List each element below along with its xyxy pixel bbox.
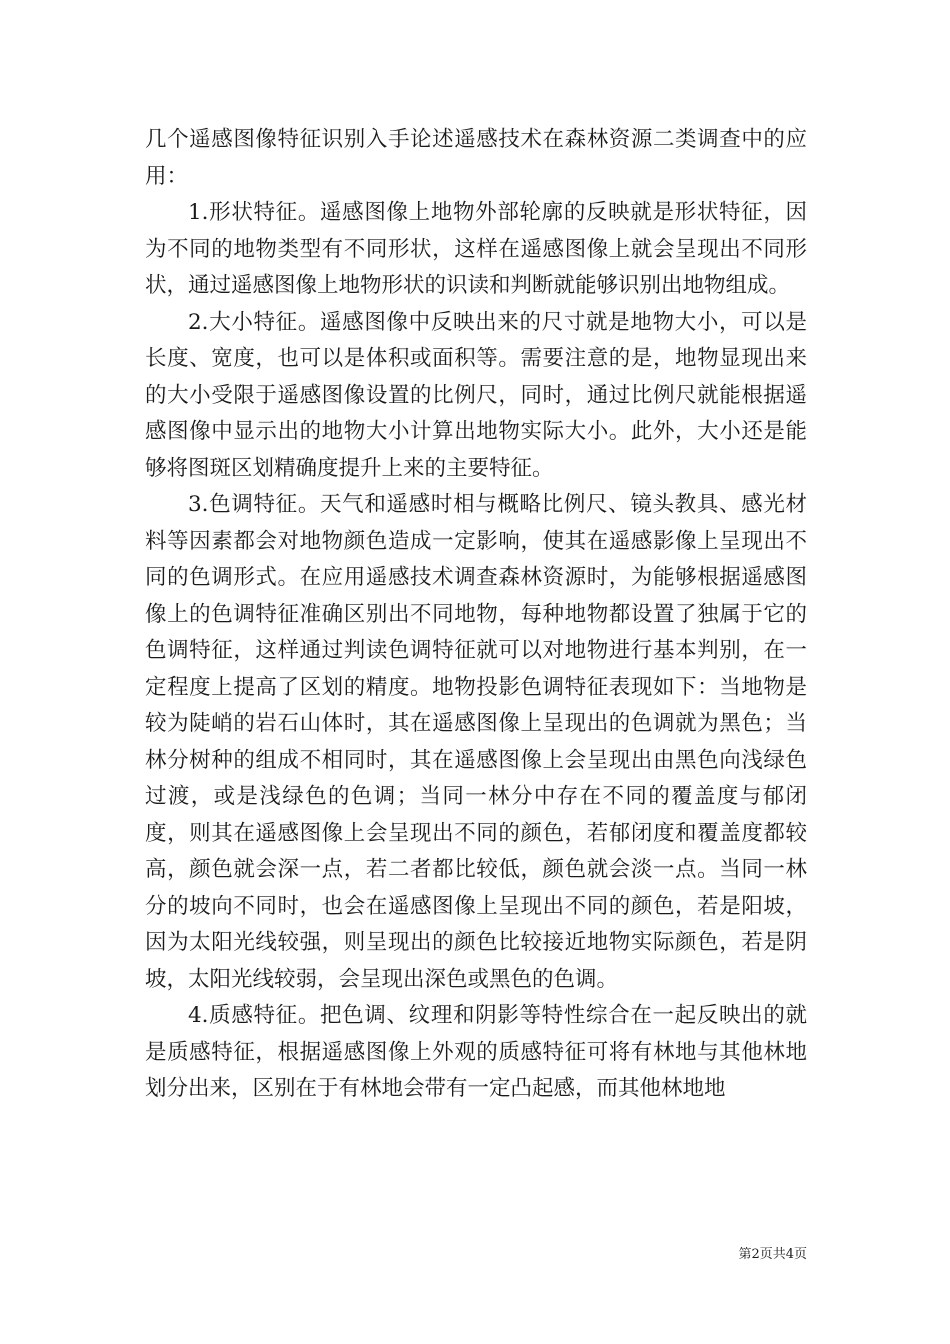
paragraph-shape-feature: 1.形状特征。遥感图像上地物外部轮廓的反映就是形状特征，因为不同的地物类型有不同形状，这样在遥感图像上就会呈现出不同形状，通过遥感图像上地物形状的识读和判断就能够识别出地物组成。 — [145, 200, 807, 298]
paragraph-texture-feature: 4.质感特征。把色调、纹理和阴影等特性综合在一起反映出的就是质感特征，根据遥感图像上外观的质感特征可将有林地与其他林地划分出来，区别在于有林地会带有一定凸起感，而其他林地地 — [145, 1003, 807, 1101]
paragraph-size-feature: 2.大小特征。遥感图像中反映出来的尺寸就是地物大小，可以是长度、宽度，也可以是体积或面积等。需要注意的是，地物显现出来的大小受限于遥感图像设置的比例尺，同时，通过比例尺就能根据遥感图像中显示出的地物大小计算出地物实际大小。此外，大小还是能够将图斑区划精确度提升上来的主要特征。 — [145, 309, 807, 481]
paragraph-intro: 几个遥感图像特征识别入手论述遥感技术在森林资源二类调查中的应用： — [145, 127, 807, 189]
document-body — [145, 122, 807, 1108]
page-number-footer: 第2页共4页 — [738, 1247, 807, 1262]
paragraph-tone-feature: 3.色调特征。天气和遥感时相与概略比例尺、镜头教具、感光材料等因素都会对地物颜色造成一定影响，使其在遥感影像上呈现出不同的色调形式。在应用遥感技术调查森林资源时，为能够根据遥感图像上的色调特征准确区别出不同地物，每种地物都设置了独属于它的色调特征，这样通过判读色调特征就可以对地物进行基本判别，在一定程度上提高了区划的精度。地物投影色调特征表现如下：当地物是较为陡峭的岩石山体时，其在遥感图像上呈现出的色调就为黑色；当林分树种的组成不相同时，其在遥感图像上会呈现出由黑色向浅绿色过渡，或是浅绿色的色调；当同一林分中存在不同的覆盖度与郁闭度，则其在遥感图像上会呈现出不同的颜色，若郁闭度和覆盖度都较高，颜色就会深一点，若二者都比较低，颜色就会淡一点。当同一林分的坡向不同时，也会在遥感图像上呈现出不同的颜色，若是阳坡，因为太阳光线较强，则呈现出的颜色比较接近地物实际颜色，若是阴坡，太阳光线较弱，会呈现出深色或黑色的色调。 — [145, 492, 807, 992]
